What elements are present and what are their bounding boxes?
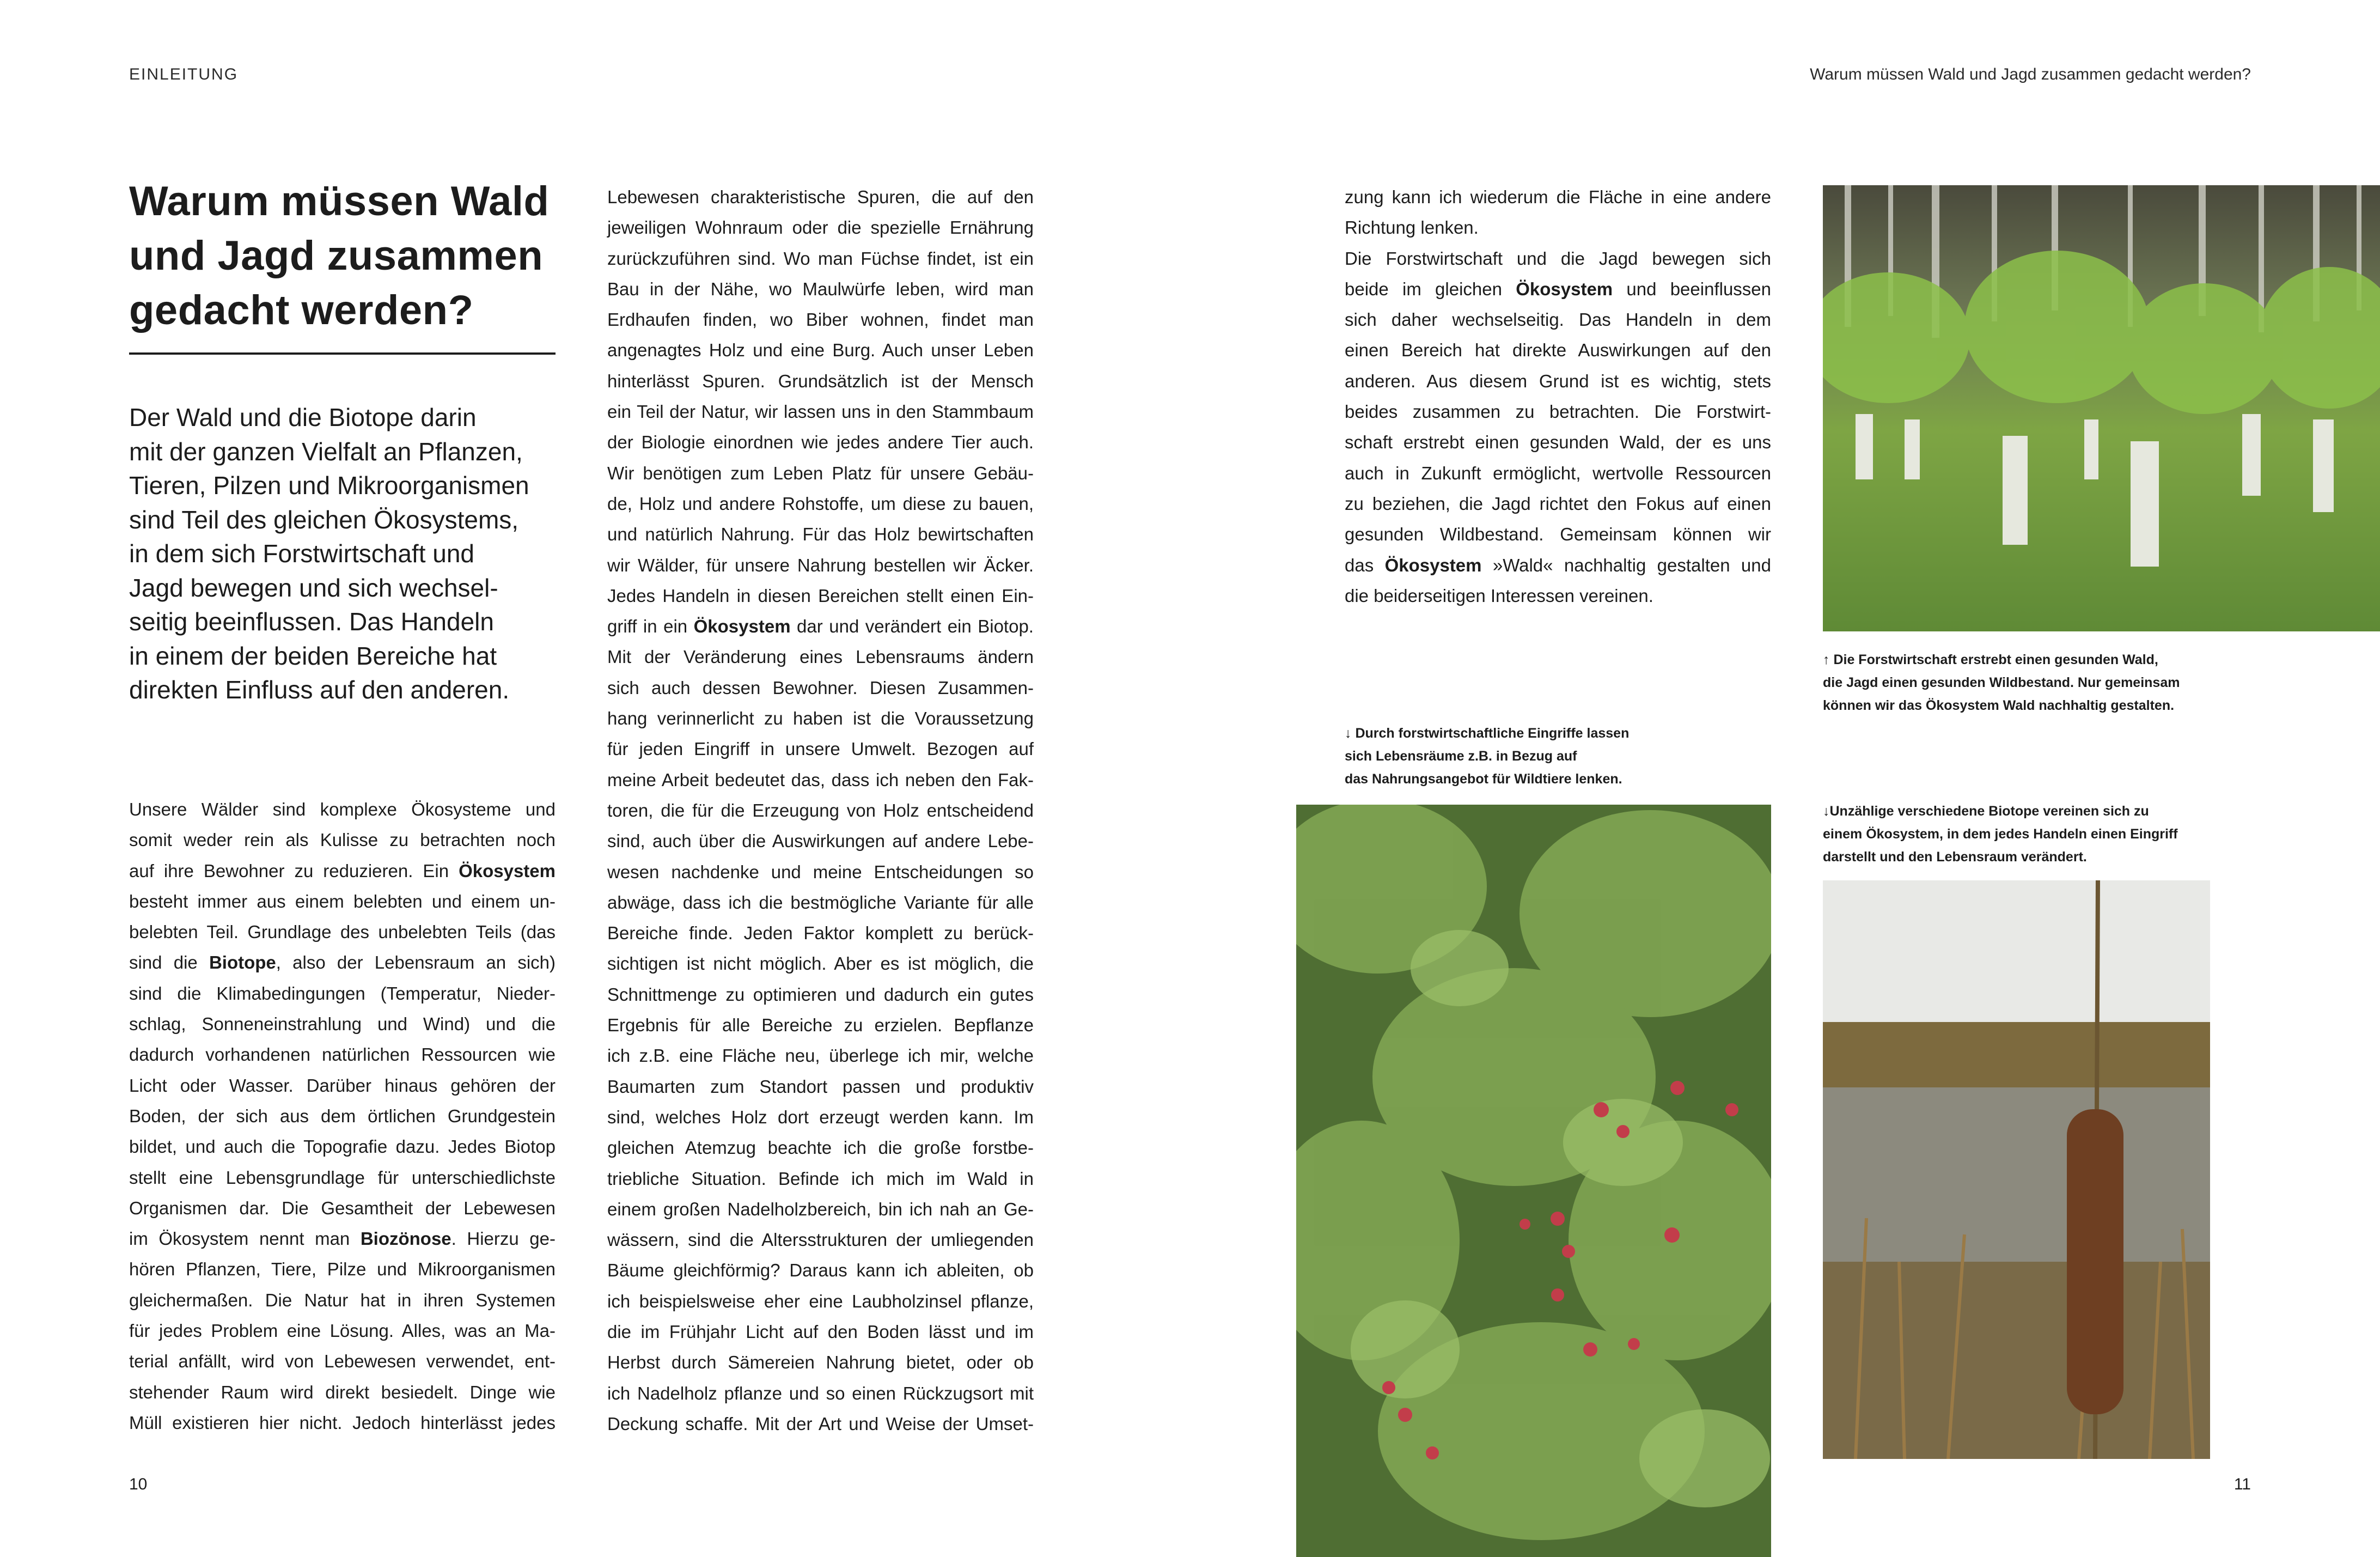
bold-term: Ökosystem <box>693 616 791 637</box>
page-number-right: 11 <box>2233 1475 2251 1493</box>
caption-forest <box>1823 648 2180 717</box>
body-line: Schnittmenge zu optimieren und dadurch ein gutes <box>607 984 1034 1005</box>
lead-paragraph <box>129 400 565 707</box>
body-line: schlag, Sonneneinstrahlung und Wind) und die <box>129 1014 556 1035</box>
body-line: hang verinnerlicht zu haben ist die Voraussetzung <box>607 708 1034 729</box>
body-line: Deckung schaffe. Mit der Art und Weise der Umset- <box>607 1413 1034 1434</box>
body-line: schaft erstrebt einen gesunden Wald, der es uns <box>1345 432 1771 453</box>
lead-line: seitig beeinflussen. Das Handeln <box>129 607 494 636</box>
body-line: angenagtes Holz und eine Burg. Auch unser Leben <box>607 340 1034 361</box>
body-line: griff in ein Ökosystem dar und verändert ein Biotop. <box>607 616 1034 637</box>
bold-term: Biotope <box>209 952 276 973</box>
body-line: sich auch dessen Bewohner. Diesen Zusammen- <box>607 677 1034 698</box>
body-line: Ergebnis für alle Bereiche zu erzielen. Bepflanze <box>607 1015 1034 1036</box>
body-line: sind, auch über die Auswirkungen auf andere Lebe- <box>607 831 1034 852</box>
lead-line: Tieren, Pilzen und Mikroorganismen <box>129 471 529 500</box>
body-line: Baumarten zum Standort passen und produktiv <box>607 1076 1034 1097</box>
body-line: zung kann ich wiederum die Fläche in eine andere <box>1345 187 1771 207</box>
body-line: und natürlich Nahrung. Für das Holz bewirtschaften <box>607 524 1034 545</box>
bold-term: Ökosystem <box>1516 278 1613 299</box>
body-line: wir Wälder, für unsere Nahrung bestellen wir Äcker. <box>607 555 1034 575</box>
body-line: Bereiche finde. Jeden Faktor komplett zu berück- <box>607 923 1034 944</box>
body-line: Boden, der sich aus dem örtlichen Grundgestein <box>129 1105 556 1126</box>
body-line: wesen nachdenke und meine Entscheidungen so <box>607 861 1034 882</box>
caption-raspberry <box>1345 722 1629 790</box>
lead-line: direkten Einfluss auf den anderen. <box>129 676 510 704</box>
body-line: ich Nadelholz pflanze und so einen Rückzugsort mit <box>607 1383 1034 1403</box>
body-line: Richtung lenken. <box>1345 217 1479 238</box>
body-line: auch in Zukunft ermöglicht, wertvolle Ressourcen <box>1345 463 1771 483</box>
raspberry-bush-photo <box>1296 805 1771 1557</box>
title-line: Warum müssen Wald <box>129 178 550 224</box>
body-line: der Biologie einordnen wie jedes andere Tier auch. <box>607 432 1034 453</box>
lead-line: Jagd bewegen und sich wechsel- <box>129 573 498 602</box>
caption-line: ↓Unzählige verschiedene Biotope vereinen sich zu <box>1823 804 2149 819</box>
body-line: belebten Teil. Grundlage des unbelebten Teils (das <box>129 922 556 942</box>
title-line: und Jagd zusammen <box>129 233 544 279</box>
caption-line: das Nahrungsangebot für Wildtiere lenken. <box>1345 771 1622 787</box>
body-line: Bau in der Nähe, wo Maulwürfe leben, wird man <box>607 278 1034 299</box>
body-line: Müll existieren hier nicht. Jedoch hinterlässt jedes <box>129 1412 556 1433</box>
body-line: Licht oder Wasser. Darüber hinaus gehören der <box>129 1075 556 1096</box>
caption-line: ↓ Durch forstwirtschaftliche Eingriffe lassen <box>1345 726 1630 741</box>
body-line: triebliche Situation. Befinde ich mich im Wald in <box>607 1168 1034 1189</box>
body-line: besteht immer aus einem belebten und einem un- <box>129 891 556 911</box>
body-line: die im Frühjahr Licht auf den Boden lässt und im <box>607 1321 1034 1342</box>
body-line: hinterlässt Spuren. Grundsätzlich ist der Mensch <box>607 370 1034 391</box>
body-line: Mit der Veränderung eines Lebensraums ändern <box>607 647 1034 667</box>
title-line: gedacht werden? <box>129 287 474 333</box>
body-line: einem großen Nadelholzbereich, bin ich nah an Ge- <box>607 1199 1034 1219</box>
caption-line: sich Lebensräume z.B. in Bezug auf <box>1345 749 1577 764</box>
lead-line: sind Teil des gleichen Ökosystems, <box>129 505 519 534</box>
caption-line: einem Ökosystem, in dem jedes Handeln einen Eingriff <box>1823 826 2178 842</box>
body-line: Erdhaufen finden, wo Biber wohnen, findet man <box>607 309 1034 330</box>
body-line: abwäge, dass ich die bestmögliche Variante für alle <box>607 892 1034 913</box>
body-line: Wir benötigen zum Leben Platz für unsere Gebäu- <box>607 463 1034 483</box>
body-line: sich daher wechselseitig. Das Handeln in dem <box>1345 309 1771 330</box>
body-column-3 <box>1345 182 1771 611</box>
lead-line: in einem der beiden Bereiche hat <box>129 641 497 670</box>
body-line: Herbst durch Sämereien Nahrung bietet, oder ob <box>607 1352 1034 1373</box>
body-line: für jeden Eingriff in unsere Umwelt. Bezogen auf <box>607 739 1034 759</box>
body-line: beide im gleichen Ökosystem und beeinflussen <box>1345 278 1771 299</box>
body-line: hören Pflanzen, Tiere, Pilze und Mikroorganismen <box>129 1259 556 1280</box>
body-line: Bäume gleichförmig? Daraus kann ich ableiten, ob <box>607 1260 1034 1281</box>
bold-term: Ökosystem <box>459 860 556 881</box>
body-line: sind die Klimabedingungen (Temperatur, Nieder- <box>129 983 556 1003</box>
body-line: das Ökosystem »Wald« nachhaltig gestalten und <box>1345 555 1771 575</box>
body-line: einen Bereich hat direkte Auswirkungen auf den <box>1345 340 1771 361</box>
body-line: für jedes Problem eine Lösung. Alles, was an Ma- <box>129 1321 556 1341</box>
body-line: gesunden Wildbestand. Gemeinsam können wir <box>1345 524 1771 545</box>
body-line: Unsere Wälder sind komplexe Ökosysteme und <box>129 799 556 819</box>
body-line: Organismen dar. Die Gesamtheit der Lebewesen <box>129 1197 556 1218</box>
body-line: Lebewesen charakteristische Spuren, die auf den <box>607 187 1034 207</box>
chapter-title <box>129 174 565 338</box>
caption-line: die Jagd einen gesunden Wildbestand. Nur gemeinsam <box>1823 675 2180 690</box>
body-line: de, Holz und andere Rohstoffe, um diese zu bauen, <box>607 493 1034 514</box>
body-line: toren, die für die Erzeugung von Holz entscheidend <box>607 800 1034 820</box>
body-line: Jedes Handeln in diesen Bereichen stellt einen Ein- <box>607 585 1034 606</box>
body-line: sichtigen ist nicht möglich. Aber es ist möglich, die <box>607 953 1034 974</box>
body-line: bildet, und auch die Topografie dazu. Jedes Biotop <box>129 1136 556 1157</box>
body-line: ich beispielsweise eher eine Laubholzinsel pflanze, <box>607 1291 1034 1311</box>
running-title: Warum müssen Wald und Jagd zusammen gedacht werden? <box>1810 65 2251 83</box>
body-line: jeweiligen Wohnraum oder die spezielle Ernährung <box>607 217 1034 238</box>
body-line: gleichermaßen. Die Natur hat in ihren Systemen <box>129 1290 556 1310</box>
page-number-left: 10 <box>129 1475 148 1493</box>
body-line: sind die Biotope, also der Lebensraum an sich) <box>129 952 556 973</box>
lead-line: Der Wald und die Biotope darin <box>129 403 477 431</box>
body-line: Die Forstwirtschaft und die Jagd bewegen sich <box>1345 248 1771 269</box>
body-line: im Ökosystem nennt man Biozönose. Hierzu ge- <box>129 1228 556 1249</box>
cattail-pond-photo <box>1823 880 2210 1459</box>
body-line: sind, welches Holz dort erzeugt werden kann. Im <box>607 1106 1034 1127</box>
forest-tree-guards-photo <box>1823 185 2380 631</box>
caption-cattail <box>1823 800 2178 868</box>
lead-line: in dem sich Forstwirtschaft und <box>129 539 475 568</box>
title-rule <box>129 352 556 355</box>
body-column-2 <box>607 182 1034 1439</box>
body-line: dadurch vorhandenen natürlichen Ressourcen wie <box>129 1044 556 1065</box>
body-line: gleichen Atemzug beachte ich die große forstbe- <box>607 1138 1034 1158</box>
body-line: wässern, sind die Altersstrukturen der umliegenden <box>607 1230 1034 1250</box>
bold-term: Biozönose <box>360 1228 451 1249</box>
body-line: somit weder rein als Kulisse zu betrachten noch <box>129 830 556 850</box>
body-line: meine Arbeit bedeutet das, dass ich neben den Fak- <box>607 769 1034 790</box>
lead-line: mit der ganzen Vielfalt an Pflanzen, <box>129 437 523 466</box>
caption-line: ↑ Die Forstwirtschaft erstrebt einen gesunden Wald, <box>1823 652 2158 667</box>
body-line: ich z.B. eine Fläche neu, überlege ich mir, welche <box>607 1045 1034 1066</box>
body-line: ein Teil der Natur, wir lassen uns in den Stammbaum <box>607 402 1034 422</box>
bold-term: Ökosystem <box>1384 555 1482 575</box>
section-label: EINLEITUNG <box>129 65 239 83</box>
body-line: zu beziehen, die Jagd richtet den Fokus auf einen <box>1345 493 1771 514</box>
body-line: terial anfällt, wird von Lebewesen verwendet, ent- <box>129 1351 556 1372</box>
body-line: die beiderseitigen Interessen vereinen. <box>1345 585 1653 606</box>
body-line: beides zusammen zu betrachten. Die Forstwirt- <box>1345 402 1771 422</box>
body-column-1 <box>129 794 556 1438</box>
caption-line: können wir das Ökosystem Wald nachhaltig gestalten. <box>1823 698 2175 713</box>
body-line: stellt eine Lebensgrundlage für unterschiedlichste <box>129 1167 556 1188</box>
caption-line: darstellt und den Lebensraum verändert. <box>1823 849 2087 865</box>
body-line: anderen. Aus diesem Grund ist es wichtig, stets <box>1345 370 1771 391</box>
body-line: auf ihre Bewohner zu reduzieren. Ein Ökosystem <box>129 860 556 881</box>
body-line: stehender Raum wird direkt besiedelt. Dinge wie <box>129 1382 556 1402</box>
body-line: zurückzuführen sind. Wo man Füchse findet, ist ein <box>607 248 1034 269</box>
